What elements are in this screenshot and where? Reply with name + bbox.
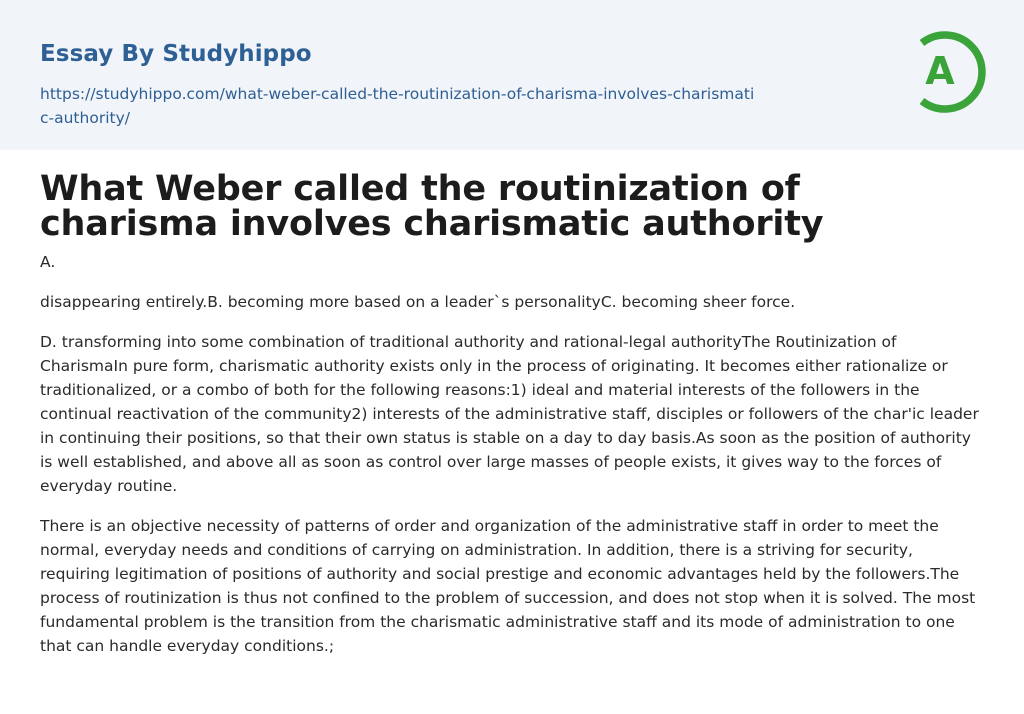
page-header <box>0 0 1024 150</box>
paragraph: D. transforming into some combination of traditional authority and rational-legal authorityThe Routinization of CharismaIn pure form, charismatic authority exists only in the process of originating. It becomes either rationalize or traditionalized, or a combo of both for the following reasons:1) ideal and material interests of the followers in the continual reactivation of the community2) interests of the administrative staff, disciples or followers of the char'ic leader in continuing their positions, so that their own status is stable on a day to day basis.As soon as the position of authority is well established, and above all as soon as control over large masses of people exists, it gives way to the forces of everyday routine. <box>40 333 979 495</box>
logo-letter: A <box>925 49 955 93</box>
brand-title: Essay By Studyhippo <box>40 41 312 67</box>
source-url-link[interactable]: https://studyhippo.com/what-weber-called-the-routinization-of-charisma-involves-charismatic-authority/ <box>40 85 755 127</box>
paragraph: A. <box>40 253 56 271</box>
paragraph: There is an objective necessity of patterns of order and organization of the administrative staff in order to meet the normal, everyday needs and conditions of carrying on administration. In addition, there is a striving for security, requiring legitimation of positions of authority and social prestige and economic advantages held by the followers.The process of routinization is thus not confined to the problem of succession, and does not stop when it is solved. The most fundamental problem is the transition from the charismatic administrative staff and its mode of administration to one that can handle everyday conditions.; <box>40 517 976 655</box>
article-body <box>40 250 984 658</box>
article-title: What Weber called the routinization of charisma involves charismatic authority <box>40 169 824 244</box>
studyhippo-logo-icon[interactable] <box>908 28 988 116</box>
paragraph: disappearing entirely.B. becoming more based on a leader`s personalityC. becoming sheer force. <box>40 293 796 311</box>
article <box>0 150 1024 658</box>
